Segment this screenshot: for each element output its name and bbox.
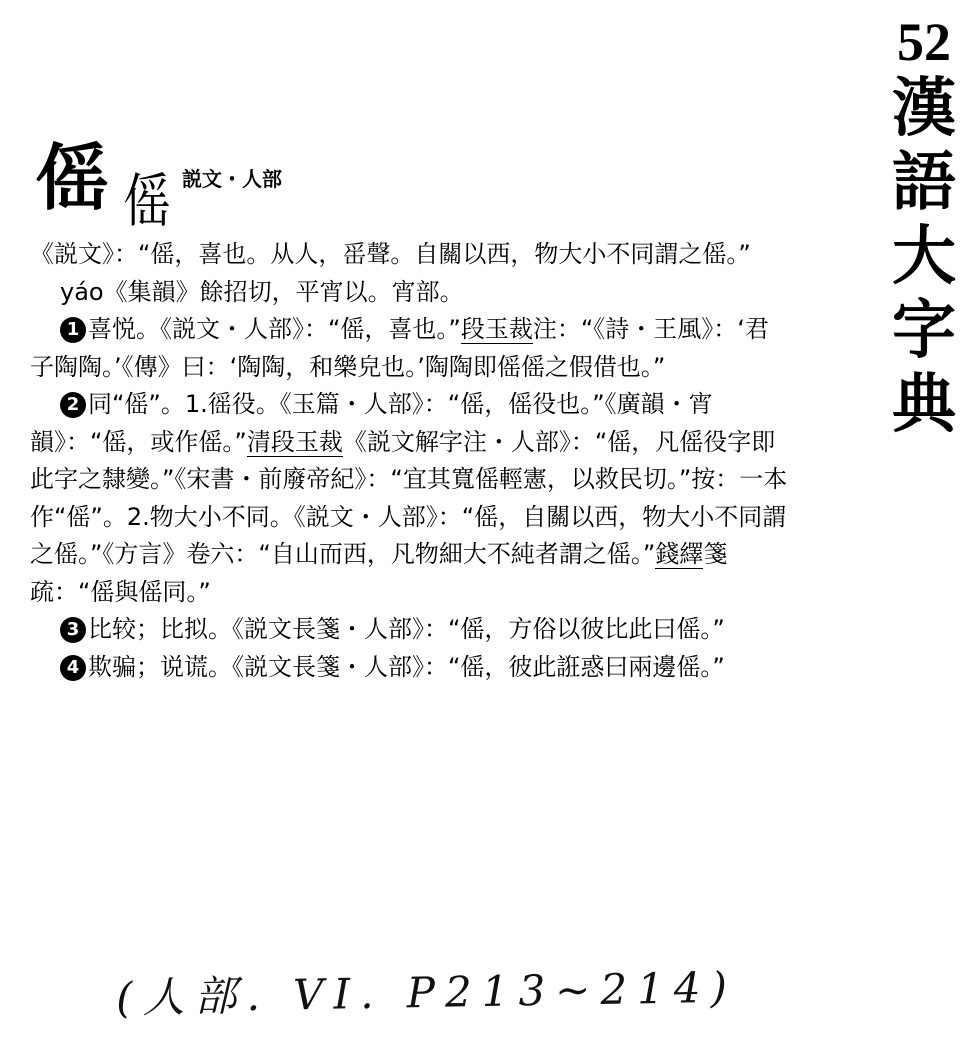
sense-text: 箋疏：“傜與傜同。” <box>30 540 728 606</box>
sense-text: 注：“《詩・王風》：‘君子陶陶。’《傳》曰：‘陶陶，和樂皃也。’陶陶即傜傜之假借也。” <box>30 315 769 381</box>
seal-script-headword: 傜 <box>123 167 171 235</box>
handwritten-reference-note: (人部. VI. P213~214) <box>115 962 738 1023</box>
sense-text: 同“傜”。1.徭役。《玉篇・人部》：“傜，傜役也。”《廣韻・宵韻》：“傜，或作傜。” <box>30 390 713 456</box>
dictionary-title <box>879 12 969 442</box>
shuowen-quote: 《説文》：“傜，喜也。从人，䍃聲。自關以西，物大小不同謂之傜。” <box>30 240 751 268</box>
sense-text: 喜悦。《説文・人部》：“傜，喜也。” <box>88 315 461 343</box>
headword-source: 説文・人部 <box>182 167 283 191</box>
scholar-name: 錢繹 <box>655 540 704 568</box>
sense-number-badge: 2 <box>60 392 86 418</box>
sense-number-badge: 3 <box>60 617 86 643</box>
scholar-name: 段玉裁 <box>460 315 533 343</box>
sense-text: 《説文解字注・人部》：“傜，凡傜役字即此字之隸變。”《宋書・前廢帝紀》：“宜其寬傜輕憲，以救民切。”按：一本作“傜”。2.物大小不同。《説文・人部》：“傜，自關以西，物大小不同謂之傜。”《方言》卷六：“自山而西，凡物細大不純者謂之傜。” <box>30 427 788 568</box>
sense-3 <box>30 611 790 649</box>
dictionary-entry <box>30 236 790 686</box>
dynasty-name: 清 <box>246 427 271 456</box>
pronunciation-line: yáo《集韻》餘招切，平宵以。宵部。 <box>60 277 464 306</box>
dictionary-name-char: 漢 <box>892 72 956 146</box>
dictionary-name <box>879 72 969 442</box>
sense-1 <box>30 311 790 386</box>
dictionary-name-char: 字 <box>892 294 956 368</box>
sense-4 <box>30 649 790 687</box>
sense-number-badge: 1 <box>60 317 86 343</box>
scholar-name: 段玉裁 <box>270 427 343 456</box>
headword-block <box>36 108 283 235</box>
headword: 傜 <box>36 136 109 220</box>
dictionary-name-char: 大 <box>892 220 956 294</box>
sense-number-badge: 4 <box>60 655 86 681</box>
dictionary-name-char: 語 <box>892 146 956 220</box>
sense-text: 欺骗；说谎。《説文長箋・人部》：“傜，彼此誑惑曰兩邊傜。” <box>88 652 725 681</box>
sense-text: 比较；比拟。《説文長箋・人部》：“傜，方俗以彼比此曰傜。” <box>88 615 725 643</box>
sense-2 <box>30 386 790 611</box>
dictionary-name-char: 典 <box>892 368 956 442</box>
page-number: 52 <box>897 12 951 72</box>
